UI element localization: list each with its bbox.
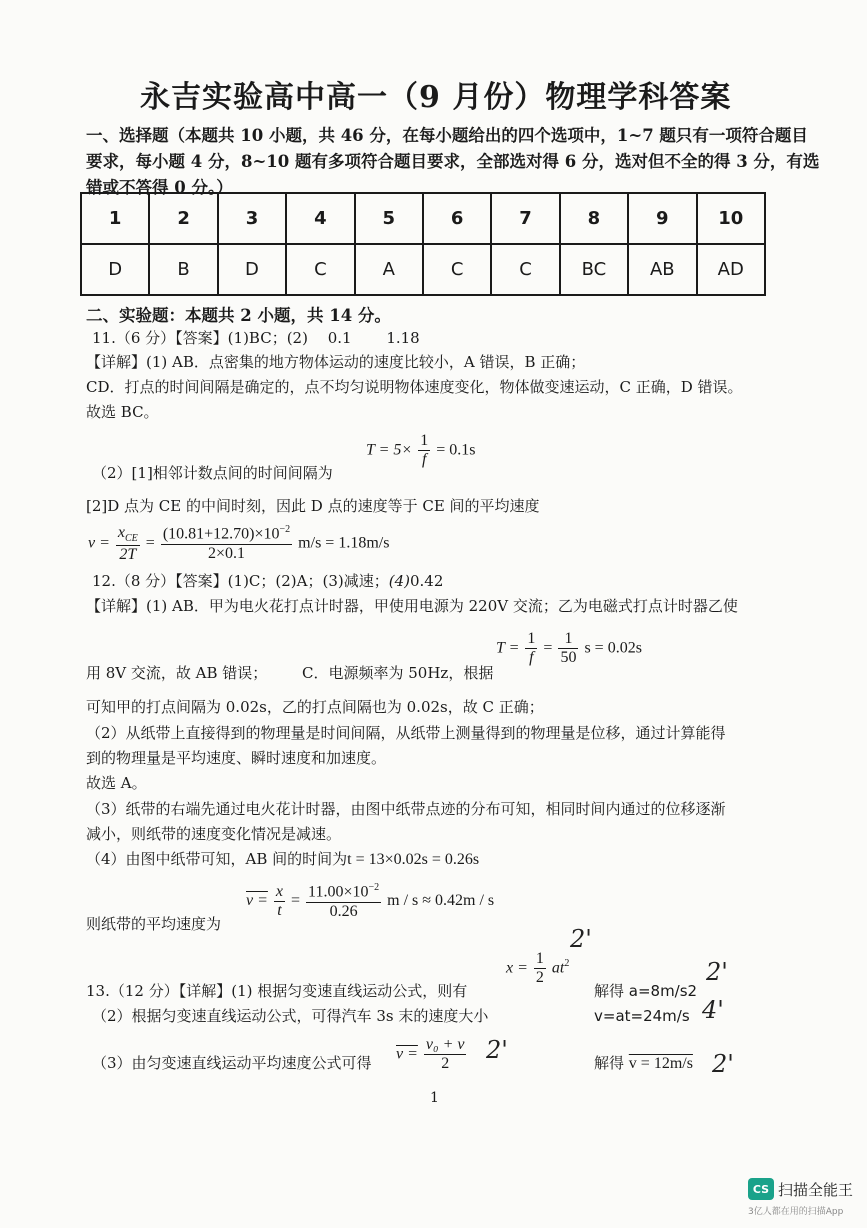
- subscript: CE: [125, 533, 138, 545]
- fraction: [274, 883, 285, 921]
- q11-detail-3: 故选 BC。: [86, 403, 159, 421]
- q11-detail-5: [2]D 点为 CE 的中间时刻，因此 D 点的速度等于 CE 间的平均速度: [86, 497, 540, 515]
- formula-average-velocity: v = $\frac{x}{t}$ = $\frac{11.00\times 10^{-2}}{0.26}$ m / s ≈ 0.42m / s: [246, 882, 495, 920]
- q12-detail-2a: 用 8V 交流，故 AB 错误；: [86, 664, 268, 682]
- formula-velocity-D: v = $\frac{x_{CE}}{2T}$ = $\frac{(10.81+12.70)\times 10^{-2}}{2\times 0.1}$ m/s = 1.18m/s: [88, 524, 390, 563]
- q13-line-2: （2）根据匀变速直线运动公式，可得汽车 3s 末的速度大小: [92, 1007, 489, 1025]
- fraction: [116, 524, 140, 564]
- camscanner-logo-icon: CS: [748, 1178, 774, 1200]
- q12-detail-10: 则纸带的平均速度为: [86, 915, 222, 933]
- formula-lhs: T =: [496, 639, 520, 657]
- formula-rhs: m/s = 1.18m/s: [298, 534, 390, 552]
- q12-detail-3: 可知甲的打点间隔为 0.02s，乙的打点间隔也为 0.02s，故 C 正确；: [86, 698, 544, 716]
- page-number: 1: [430, 1090, 439, 1106]
- q12-detail-7: （3）纸带的右端先通过电火花计时器，由图中纸带点迹的分布可知，相同时间内通过的位移逐渐: [86, 800, 726, 818]
- q12-detail-9: [86, 848, 479, 869]
- formula-lhs: T = 5×: [366, 441, 413, 459]
- fraction-denominator: 50: [560, 649, 577, 667]
- table-cell-number: 8: [560, 193, 628, 244]
- q13-line-3: （3）由匀变速直线运动平均速度公式可得: [92, 1054, 372, 1072]
- formula-time-AB: t = 13×0.02s = 0.26s: [347, 851, 480, 868]
- fraction: [424, 1036, 467, 1074]
- section1-line3: 错或不答得 0 分。）: [86, 178, 233, 197]
- fraction-numerator: [116, 524, 140, 546]
- q13-result-3: [594, 1052, 693, 1073]
- table-cell-number: 6: [423, 193, 491, 244]
- q13-result-3-prefix: 解得: [594, 1054, 625, 1072]
- q12-header-end: 0.42: [409, 572, 444, 590]
- q11-detail-1: 【详解】(1) AB．点密集的地方物体运动的速度比较小，A 错误，B 正确；: [86, 353, 586, 371]
- q12-answer-header: [92, 570, 443, 591]
- fraction-denominator: 2: [441, 1055, 450, 1073]
- q12-detail-9-text: （4）由图中纸带可知，AB 间的时间为: [86, 850, 348, 868]
- q13-result-1: 解得 a=8m/s2: [594, 982, 698, 1000]
- table-cell-answer: D: [218, 244, 286, 295]
- formula-rhs: s = 0.02s: [584, 639, 642, 657]
- table-cell-answer: C: [286, 244, 354, 295]
- q12-detail-1: 【详解】(1) AB．甲为电火花打点计时器，甲使用电源为 220V 交流；乙为电磁式打点计时器乙使: [86, 597, 738, 615]
- scanner-watermark: [748, 1178, 853, 1200]
- scanner-tagline: 3亿人都在用的扫描App: [748, 1207, 844, 1217]
- fraction-numerator: 1: [534, 950, 546, 969]
- table-cell-number: 4: [286, 193, 354, 244]
- fraction-numerator: [306, 882, 381, 903]
- q12-header-text: 12.（8 分）【答案】(1)C；(2)A；(3)减速；: [92, 572, 389, 590]
- fraction-numerator: [161, 524, 292, 545]
- fraction: [558, 630, 578, 668]
- fraction-denominator: t: [277, 902, 282, 920]
- formula-mean-velocity: [396, 1036, 468, 1074]
- fraction: [306, 882, 381, 921]
- fraction-denominator: 2×0.1: [207, 545, 246, 563]
- handwritten-score-mark: 4': [702, 996, 724, 1024]
- answer-table: [80, 192, 766, 296]
- q12-detail-6: 故选 A。: [86, 774, 147, 792]
- scanner-app-name: 扫描全能王: [778, 1180, 854, 1199]
- table-cell-number: 10: [697, 193, 765, 244]
- table-cell-number: 9: [628, 193, 696, 244]
- q11-detail-2: CD．打点的时间间隔是确定的，点不均匀说明物体速度变化，物体做变速运动，C 正确，D 错误。: [86, 378, 743, 396]
- fraction: [525, 630, 537, 668]
- handwritten-score-mark: 2': [706, 958, 728, 986]
- q13-result-3-value: v = 12m/s: [628, 1055, 693, 1072]
- fraction: [161, 524, 292, 563]
- table-cell-number: 3: [218, 193, 286, 244]
- page-title: 永吉实验高中高一（9 月份）物理学科答案: [140, 80, 732, 115]
- section1-line1: 一、选择题（本题共 10 小题，共 46 分，在每小题给出的四个选项中，1~7 题只有一项符合题目: [86, 126, 808, 145]
- x-symbol: x: [117, 524, 126, 541]
- formula-period-50Hz: T = $\frac{1}{f}$ = $\frac{1}{50}$ s = 0.02s: [496, 630, 642, 667]
- q13-result-2: v=at=24m/s: [594, 1007, 690, 1025]
- handwritten-score-mark: 2': [486, 1036, 508, 1064]
- q12-detail-2b: C．电源频率为 50Hz，根据: [302, 664, 494, 682]
- table-cell-number: 5: [355, 193, 423, 244]
- formula-period-T: [366, 432, 475, 470]
- q13-line-1: 13.（12 分）【详解】(1) 根据匀变速直线运动公式，则有: [86, 982, 468, 1000]
- table-cell-answer: C: [423, 244, 491, 295]
- answer-table-answer-row: [81, 244, 765, 295]
- fraction-numerator: 1: [418, 432, 430, 451]
- exponent: 2: [564, 958, 570, 970]
- fraction-numerator: x: [274, 883, 285, 902]
- formula-displacement: [506, 950, 569, 988]
- numerator-value: 11.00×10: [308, 883, 369, 901]
- fraction-denominator: f: [421, 451, 427, 469]
- fraction-denominator: 2: [535, 969, 544, 987]
- fraction: [534, 950, 546, 988]
- fraction: [418, 432, 430, 470]
- q12-detail-4: （2）从纸带上直接得到的物理量是时间间隔，从纸带上测量得到的物理量是位移，通过计算能得: [86, 724, 726, 742]
- fraction-denominator: f: [529, 649, 534, 667]
- table-cell-number: 7: [491, 193, 559, 244]
- formula-lhs: x =: [506, 959, 528, 977]
- fraction-numerator: v₀ + v: [424, 1036, 467, 1055]
- numerator-value: (10.81+12.70)×10: [162, 525, 280, 543]
- table-cell-answer: C: [491, 244, 559, 295]
- table-cell-number: 2: [149, 193, 217, 244]
- q12-header-handwritten: (4): [388, 572, 410, 590]
- handwritten-score-mark: 2': [712, 1050, 734, 1078]
- q11-detail-4: （2）[1]相邻计数点间的时间间隔为: [92, 464, 333, 482]
- formula-rhs: at: [551, 959, 565, 977]
- formula-lhs: v =: [88, 534, 110, 552]
- table-cell-answer: A: [355, 244, 423, 295]
- handwritten-score-mark: 2': [570, 925, 592, 953]
- fraction-numerator: 1: [525, 630, 537, 649]
- q11-answer-header: 11.（6 分）【答案】(1)BC；(2) 0.1 1.18: [92, 329, 420, 347]
- exponent: −2: [368, 882, 380, 893]
- exponent: −2: [279, 524, 291, 536]
- formula-rhs: = 0.1s: [436, 441, 476, 459]
- fraction-numerator: 1: [558, 630, 578, 649]
- q12-detail-8: 减小，则纸带的速度变化情况是减速。: [86, 825, 342, 843]
- q12-detail-5: 到的物理量是平均速度、瞬时速度和加速度。: [86, 749, 387, 767]
- fraction-denominator: 0.26: [329, 902, 358, 920]
- table-cell-answer: D: [81, 244, 149, 295]
- section2-heading: 二、实验题：本题共 2 小题，共 14 分。: [86, 306, 391, 325]
- table-cell-answer: AB: [628, 244, 696, 295]
- table-cell-answer: AD: [697, 244, 765, 295]
- table-cell-answer: BC: [560, 244, 628, 295]
- formula-lhs: v =: [246, 892, 268, 910]
- fraction-denominator: 2T: [119, 545, 137, 563]
- formula-rhs: m / s ≈ 0.42m / s: [387, 892, 495, 910]
- answer-table-number-row: [81, 193, 765, 244]
- table-cell-number: 1: [81, 193, 149, 244]
- section1-line2: 要求，每小题 4 分，8~10 题有多项符合题目要求，全部选对得 6 分，选对但不全的得 3 分，有选: [86, 152, 820, 171]
- table-cell-answer: B: [149, 244, 217, 295]
- formula-lhs: v =: [396, 1045, 418, 1063]
